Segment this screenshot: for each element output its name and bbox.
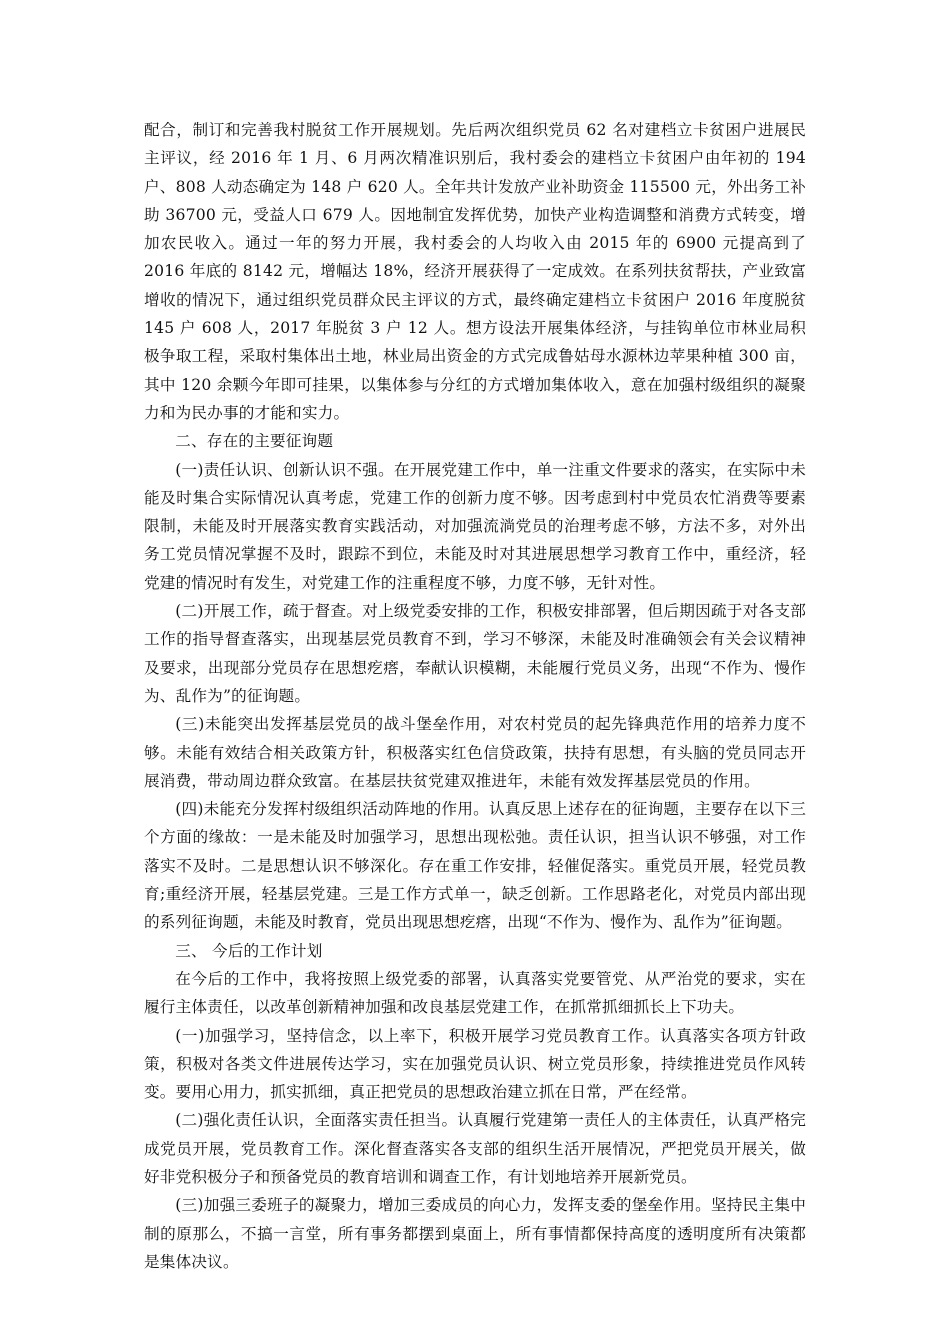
paragraph-problem-4: (四)未能充分发挥村级组织活动阵地的作用。认真反思上述存在的征询题，主要存在以下三个方面的缘故：一是未能及时加强学习，思想出现松弛。责任认识，担当认识不够强，对工作落实不及时。二是思想认识不够深化。存在重工作安排，轻催促落实。重党员开展，轻党员教育;重经济开展，轻基层党建。三是工作方式单一，缺乏创新。工作思路老化，对党员内部出现的系列征询题，未能及时教育，党员出现思想疙瘩，出现“不作为、慢作为、乱作为”征询题。 [144, 800, 806, 932]
paragraph-problem-3: (三)未能突出发挥基层党员的战斗堡垒作用，对农村党员的起先锋典范作用的培养力度不够。未能有效结合相关政策方针，积极落实红色信贷政策，扶持有思想，有头脑的党员同志开展消费，带动周边群众致富。在基层扶贫党建双推进年，未能有效发挥基层党员的作用。 [144, 715, 806, 790]
paragraph-problem-2: (二)开展工作，疏于督查。对上级党委安排的工作，积极安排部署，但后期因疏于对各支部工作的指导督查落实，出现基层党员教育不到，学习不够深，未能及时准确领会有关会议精神及要求，出现部分党员存在思想疙瘩，奉献认识模糊，未能履行党员义务，出现“不作为、慢作为、乱作为”的征询题。 [144, 602, 806, 705]
paragraph-plan-2: (二)强化责任认识，全面落实责任担当。认真履行党建第一责任人的主体责任，认真严格完成党员开展，党员教育工作。深化督查落实各支部的组织生活开展情况，严把党员开展关，做好非党积极分子和预备党员的教育培训和调查工作，有计划地培养开展新党员。 [144, 1111, 806, 1186]
paragraph-plan-intro: 在今后的工作中，我将按照上级党委的部署，认真落实党要管党、从严治党的要求，实在履行主体责任，以改革创新精神加强和改良基层党建工作，在抓常抓细抓长上下功夫。 [144, 969, 806, 1017]
document-page [144, 116, 806, 1276]
section-heading-main-problems: 二、存在的主要征询题 [175, 432, 334, 451]
paragraph-poverty-work-summary: 配合，制订和完善我村脱贫工作开展规划。先后两次组织党员 62 名对建档立卡贫困户进展民主评议，经 2016 年 1 月、6 月两次精准识别后，我村委会的建档立卡贫困户由年初的 194 户、808 人动态确定为 148 户 620 人。全年共计发放产业补助资金 115500 元，外出务工补助 36700 元，受益人口 679 人。因地制宜发挥优势，加快产业构造调整和消费方式转变，增加农民收入。通过一年的努力开展，我村委会的人均收入由 2015 年的 6900 元提高到了 2016 年底的 8142 元，增幅达 18%，经济开展获得了一定成效。在系列扶贫帮扶，产业致富增收的情况下，通过组织党员群众民主评议的方式，最终确定建档立卡贫困户 2016 年度脱贫 145 户 608 人，2017 年脱贫 3 户 12 人。想方设法开展集体经济，与挂钩单位市林业局积极争取工程，采取村集体出土地，林业局出资金的方式完成鲁姑母水源林边苹果种植 300 亩，其中 120 余颗今年即可挂果，以集体参与分红的方式增加集体收入，意在加强村级组织的凝聚力和为民办事的才能和实力。 [144, 121, 806, 422]
section-heading-work-plan: 三、 今后的工作计划 [175, 941, 323, 960]
paragraph-plan-1: (一)加强学习，坚持信念，以上率下，积极开展学习党员教育工作。认真落实各项方针政策，积极对各类文件进展传达学习，实在加强党员认识、树立党员形象，持续推进党员作风转变。要用心用力，抓实抓细，真正把党员的思想政治建立抓在日常，严在经常。 [144, 1026, 806, 1102]
paragraph-plan-3: (三)加强三委班子的凝聚力，增加三委成员的向心力，发挥支委的堡垒作用。坚持民主集中制的原那么，不搞一言堂，所有事务都摆到桌面上，所有事情都保持高度的透明度所有决策都是集体决议。 [144, 1196, 806, 1271]
paragraph-problem-1: (一)责任认识、创新认识不强。在开展党建工作中，单一注重文件要求的落实，在实际中未能及时集合实际情况认真考虑，党建工作的创新力度不够。因考虑到村中党员农忙消费等要素限制，未能及时开展落实教育实践活动，对加强流淌党员的治理考虑不够，方法不多，对外出务工党员情况掌握不及时，跟踪不到位，未能及时对其进展思想学习教育工作中，重经济，轻党建的情况时有发生，对党建工作的注重程度不够，力度不够，无针对性。 [144, 460, 806, 592]
